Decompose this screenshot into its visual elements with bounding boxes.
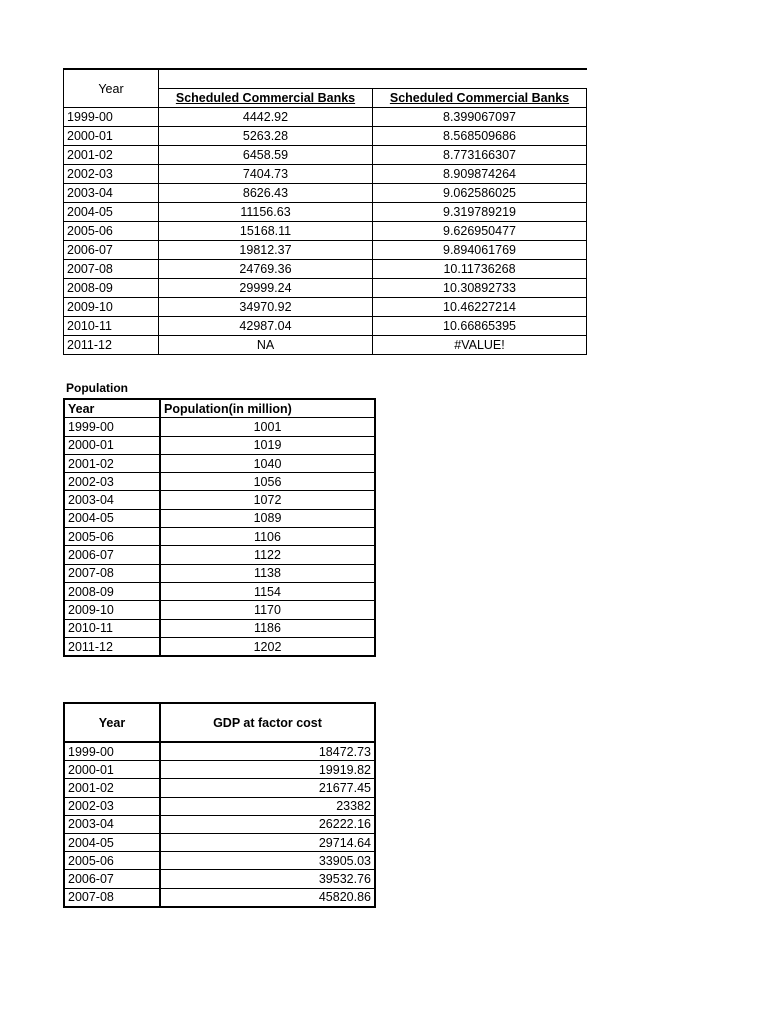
gdp-year-cell: 2005-06 bbox=[64, 852, 160, 870]
gdp-row bbox=[64, 888, 375, 907]
gdp-value-cell: 18472.73 bbox=[160, 742, 375, 761]
population-year-cell: 2007-08 bbox=[64, 564, 160, 582]
gdp-year-cell: 2002-03 bbox=[64, 797, 160, 815]
population-row bbox=[64, 528, 375, 546]
banks-col1-header: Scheduled Commercial Banks bbox=[159, 89, 373, 108]
banks-year-cell: 2003-04 bbox=[64, 184, 159, 203]
banks-year-cell: 2010-11 bbox=[64, 317, 159, 336]
banks-value-cell: 4442.92 bbox=[159, 108, 373, 127]
banks-value-cell: 9.062586025 bbox=[373, 184, 587, 203]
gdp-year-cell: 2000-01 bbox=[64, 761, 160, 779]
banks-value-cell: 9.626950477 bbox=[373, 222, 587, 241]
gdp-value-cell: 39532.76 bbox=[160, 870, 375, 888]
gdp-year-cell: 2007-08 bbox=[64, 888, 160, 907]
population-row bbox=[64, 491, 375, 509]
banks-value-cell: 8.773166307 bbox=[373, 146, 587, 165]
banks-year-cell: 2008-09 bbox=[64, 279, 159, 298]
banks-row bbox=[64, 146, 587, 165]
population-year-cell: 2004-05 bbox=[64, 509, 160, 527]
banks-value-cell: 29999.24 bbox=[159, 279, 373, 298]
banks-value-cell: 8626.43 bbox=[159, 184, 373, 203]
population-value-cell: 1122 bbox=[160, 546, 375, 564]
gdp-year-cell: 1999-00 bbox=[64, 742, 160, 761]
population-row bbox=[64, 418, 375, 436]
population-table-body bbox=[64, 399, 375, 656]
gdp-row bbox=[64, 870, 375, 888]
population-value-cell: 1040 bbox=[160, 454, 375, 472]
gdp-value-cell: 26222.16 bbox=[160, 815, 375, 833]
population-row bbox=[64, 473, 375, 491]
banks-col2-header: Scheduled Commercial Banks bbox=[373, 89, 587, 108]
banks-value-cell: 9.319789219 bbox=[373, 203, 587, 222]
banks-row bbox=[64, 298, 587, 317]
population-value-cell: 1106 bbox=[160, 528, 375, 546]
banks-value-cell: 15168.11 bbox=[159, 222, 373, 241]
banks-value-cell: 34970.92 bbox=[159, 298, 373, 317]
gdp-row bbox=[64, 833, 375, 851]
gdp-value-cell: 19919.82 bbox=[160, 761, 375, 779]
gdp-table bbox=[63, 702, 376, 908]
gdp-row bbox=[64, 797, 375, 815]
population-row bbox=[64, 546, 375, 564]
banks-header-row-top bbox=[64, 69, 587, 89]
population-value-cell: 1089 bbox=[160, 509, 375, 527]
gdp-row bbox=[64, 742, 375, 761]
banks-year-cell: 2007-08 bbox=[64, 260, 159, 279]
gdp-value-cell: 29714.64 bbox=[160, 833, 375, 851]
gdp-row bbox=[64, 779, 375, 797]
banks-row bbox=[64, 317, 587, 336]
banks-value-cell: 8.399067097 bbox=[373, 108, 587, 127]
population-year-cell: 2006-07 bbox=[64, 546, 160, 564]
banks-value-cell: 8.568509686 bbox=[373, 127, 587, 146]
banks-value-cell: 24769.36 bbox=[159, 260, 373, 279]
population-year-cell: 2003-04 bbox=[64, 491, 160, 509]
gdp-value-header: GDP at factor cost bbox=[160, 703, 375, 742]
population-year-cell: 1999-00 bbox=[64, 418, 160, 436]
population-value-cell: 1072 bbox=[160, 491, 375, 509]
population-value-cell: 1001 bbox=[160, 418, 375, 436]
gdp-table-body bbox=[64, 703, 375, 907]
population-row bbox=[64, 582, 375, 600]
banks-row bbox=[64, 165, 587, 184]
population-value-cell: 1138 bbox=[160, 564, 375, 582]
population-row bbox=[64, 601, 375, 619]
population-row bbox=[64, 436, 375, 454]
banks-value-cell: 7404.73 bbox=[159, 165, 373, 184]
population-year-cell: 2002-03 bbox=[64, 473, 160, 491]
population-row bbox=[64, 564, 375, 582]
population-value-cell: 1154 bbox=[160, 582, 375, 600]
gdp-header-row bbox=[64, 703, 375, 742]
banks-value-cell: 10.11736268 bbox=[373, 260, 587, 279]
gdp-year-cell: 2006-07 bbox=[64, 870, 160, 888]
population-value-cell: 1202 bbox=[160, 637, 375, 656]
banks-row bbox=[64, 241, 587, 260]
banks-value-cell: 11156.63 bbox=[159, 203, 373, 222]
population-value-cell: 1056 bbox=[160, 473, 375, 491]
banks-year-cell: 2004-05 bbox=[64, 203, 159, 222]
population-row bbox=[64, 637, 375, 656]
population-row bbox=[64, 619, 375, 637]
banks-year-cell: 2005-06 bbox=[64, 222, 159, 241]
banks-value-cell: 5263.28 bbox=[159, 127, 373, 146]
banks-value-cell: 10.66865395 bbox=[373, 317, 587, 336]
banks-value-cell: 10.46227214 bbox=[373, 298, 587, 317]
banks-value-cell: 10.30892733 bbox=[373, 279, 587, 298]
population-value-cell: 1186 bbox=[160, 619, 375, 637]
population-year-cell: 2005-06 bbox=[64, 528, 160, 546]
banks-row bbox=[64, 203, 587, 222]
banks-value-cell: 9.894061769 bbox=[373, 241, 587, 260]
population-value-cell: 1019 bbox=[160, 436, 375, 454]
population-year-cell: 2011-12 bbox=[64, 637, 160, 656]
banks-row bbox=[64, 279, 587, 298]
banks-year-cell: 2006-07 bbox=[64, 241, 159, 260]
banks-row bbox=[64, 222, 587, 241]
population-year-cell: 2009-10 bbox=[64, 601, 160, 619]
banks-year-cell: 2011-12 bbox=[64, 336, 159, 355]
banks-header-blank bbox=[159, 69, 587, 89]
population-table bbox=[63, 398, 376, 657]
banks-table-body bbox=[64, 69, 587, 355]
banks-value-cell: 8.909874264 bbox=[373, 165, 587, 184]
gdp-row bbox=[64, 852, 375, 870]
gdp-year-cell: 2001-02 bbox=[64, 779, 160, 797]
population-value-cell: 1170 bbox=[160, 601, 375, 619]
banks-value-cell: 19812.37 bbox=[159, 241, 373, 260]
banks-row bbox=[64, 260, 587, 279]
gdp-value-cell: 45820.86 bbox=[160, 888, 375, 907]
gdp-year-header: Year bbox=[64, 703, 160, 742]
gdp-year-cell: 2003-04 bbox=[64, 815, 160, 833]
population-year-cell: 2000-01 bbox=[64, 436, 160, 454]
banks-row bbox=[64, 336, 587, 355]
gdp-value-cell: 33905.03 bbox=[160, 852, 375, 870]
banks-year-header: Year bbox=[64, 69, 159, 108]
banks-table bbox=[63, 68, 587, 355]
gdp-value-cell: 23382 bbox=[160, 797, 375, 815]
banks-year-cell: 2002-03 bbox=[64, 165, 159, 184]
gdp-year-cell: 2004-05 bbox=[64, 833, 160, 851]
banks-value-cell: NA bbox=[159, 336, 373, 355]
population-year-cell: 2008-09 bbox=[64, 582, 160, 600]
banks-value-cell: 6458.59 bbox=[159, 146, 373, 165]
population-row bbox=[64, 509, 375, 527]
gdp-value-cell: 21677.45 bbox=[160, 779, 375, 797]
population-value-header: Population(in million) bbox=[160, 399, 375, 418]
banks-value-cell: #VALUE! bbox=[373, 336, 587, 355]
population-header-row bbox=[64, 399, 375, 418]
population-caption: Population bbox=[66, 381, 128, 395]
banks-year-cell: 1999-00 bbox=[64, 108, 159, 127]
population-year-cell: 2010-11 bbox=[64, 619, 160, 637]
banks-year-cell: 2001-02 bbox=[64, 146, 159, 165]
population-row bbox=[64, 454, 375, 472]
gdp-row bbox=[64, 761, 375, 779]
banks-year-cell: 2009-10 bbox=[64, 298, 159, 317]
gdp-row bbox=[64, 815, 375, 833]
banks-value-cell: 42987.04 bbox=[159, 317, 373, 336]
population-year-header: Year bbox=[64, 399, 160, 418]
banks-year-cell: 2000-01 bbox=[64, 127, 159, 146]
banks-row bbox=[64, 108, 587, 127]
banks-row bbox=[64, 127, 587, 146]
population-year-cell: 2001-02 bbox=[64, 454, 160, 472]
banks-row bbox=[64, 184, 587, 203]
